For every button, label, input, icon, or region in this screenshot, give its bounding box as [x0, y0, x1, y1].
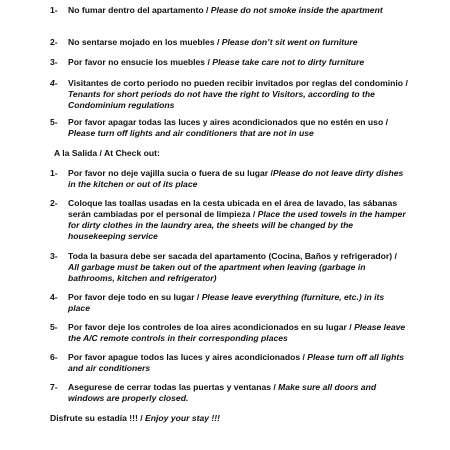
- rule-text-en: All garbage must be taken out of the apartment when leaving (garbage in bathrooms, kitchen and refrigerator): [68, 262, 366, 283]
- rule-text-es: No sentarse mojado en los muebles /: [68, 37, 222, 47]
- footer-text-en: Enjoy your stay !!!: [145, 413, 220, 423]
- rule-item: [50, 117, 408, 139]
- rule-item: [50, 37, 408, 48]
- rule-number: 2-: [50, 37, 58, 47]
- rule-item: [50, 57, 408, 68]
- rule-text-en: Please leave everything (furniture, etc.) in its place: [68, 292, 385, 313]
- rule-text-es: Por favor deje los controles de loa aires acondicionados en su lugar /: [68, 322, 355, 332]
- checkout-rule-item: [50, 198, 408, 242]
- rule-text-es: Asegurese de cerrar todas las puertas y ventanas /: [68, 382, 279, 392]
- rule-text-en: Tenants for short periods do not have the right to Visitors, according to the Condominium regulations: [68, 89, 375, 110]
- rule-text-es: Por favor no deje vajilla sucia o fuera de su lugar /: [68, 168, 273, 178]
- rule-text-es: Coloque las toallas usadas en la cesta ubicada en el área de lavado, las sábanas serán cambiadas por el personal de limpieza /: [68, 198, 398, 219]
- rule-text-en: Please do not leave dirty dishes in the kitchen or out of its place: [68, 168, 404, 189]
- rule-text-es: Por favor no ensucie los muebles /: [68, 57, 213, 67]
- rule-text-en: Please take care not to dirty furniture: [212, 57, 365, 67]
- rule-number: 5-: [50, 117, 58, 127]
- checkout-heading: A la Salida / At Check out:: [54, 148, 160, 158]
- rule-number: 2-: [50, 198, 58, 208]
- checkout-rule-item: [50, 168, 408, 190]
- rule-text-en: Please turn off all lights and air conditioners: [68, 352, 405, 373]
- rule-number: 5-: [50, 322, 58, 332]
- rule-text-en: Please don’t sit went on furniture: [221, 37, 358, 47]
- rule-text-en: Please turn off lights and air conditioners that are not in use: [68, 128, 314, 138]
- checkout-rule-item: [50, 382, 408, 404]
- checkout-rule-item: [50, 251, 408, 284]
- rule-item: [50, 5, 408, 16]
- rule-text-es: Por favor apagar todas las luces y aires acondicionados que no estén en uso /: [68, 117, 388, 127]
- rule-number: 1-: [50, 5, 58, 15]
- rule-text-es: Por favor deje todo en su lugar /: [68, 292, 202, 302]
- rule-text-es: Visitantes de corto periodo no pueden recibir invitados por reglas del condominio /: [68, 78, 408, 88]
- rule-number: 3-: [50, 57, 58, 67]
- rule-text-en: Place the used towels in the hamper for dirty clothes in the laundry area, the sheets will be changed by the housekeeping service: [68, 209, 406, 241]
- rule-number: 4-: [50, 292, 58, 302]
- checkout-rule-item: [50, 292, 408, 314]
- rule-item: [50, 78, 408, 111]
- rule-number: 4-: [50, 78, 58, 88]
- rule-text-es: Toda la basura debe ser sacada del apartamento (Cocina, Baños y refrigerador) /: [68, 251, 397, 261]
- rule-number: 7-: [50, 382, 58, 392]
- rule-text-es: Por favor apague todos las luces y aires acondicionados /: [68, 352, 308, 362]
- checkout-rule-item: [50, 322, 408, 344]
- rule-number: 1-: [50, 168, 58, 178]
- enjoy-stay-message: [50, 413, 220, 424]
- rule-number: 6-: [50, 352, 58, 362]
- rule-text-es: No fumar dentro del apartamento /: [68, 5, 211, 15]
- rule-number: 3-: [50, 251, 58, 261]
- footer-text-es: Disfrute su estadía !!! /: [50, 413, 146, 423]
- rule-text-en: Make sure all doors and windows are properly closed.: [68, 382, 377, 403]
- rule-text-en: Please do not smoke inside the apartment: [210, 5, 383, 15]
- checkout-rule-item: [50, 352, 408, 374]
- rule-text-en: Please leave the A/C remote controls in their corresponding places: [68, 322, 406, 343]
